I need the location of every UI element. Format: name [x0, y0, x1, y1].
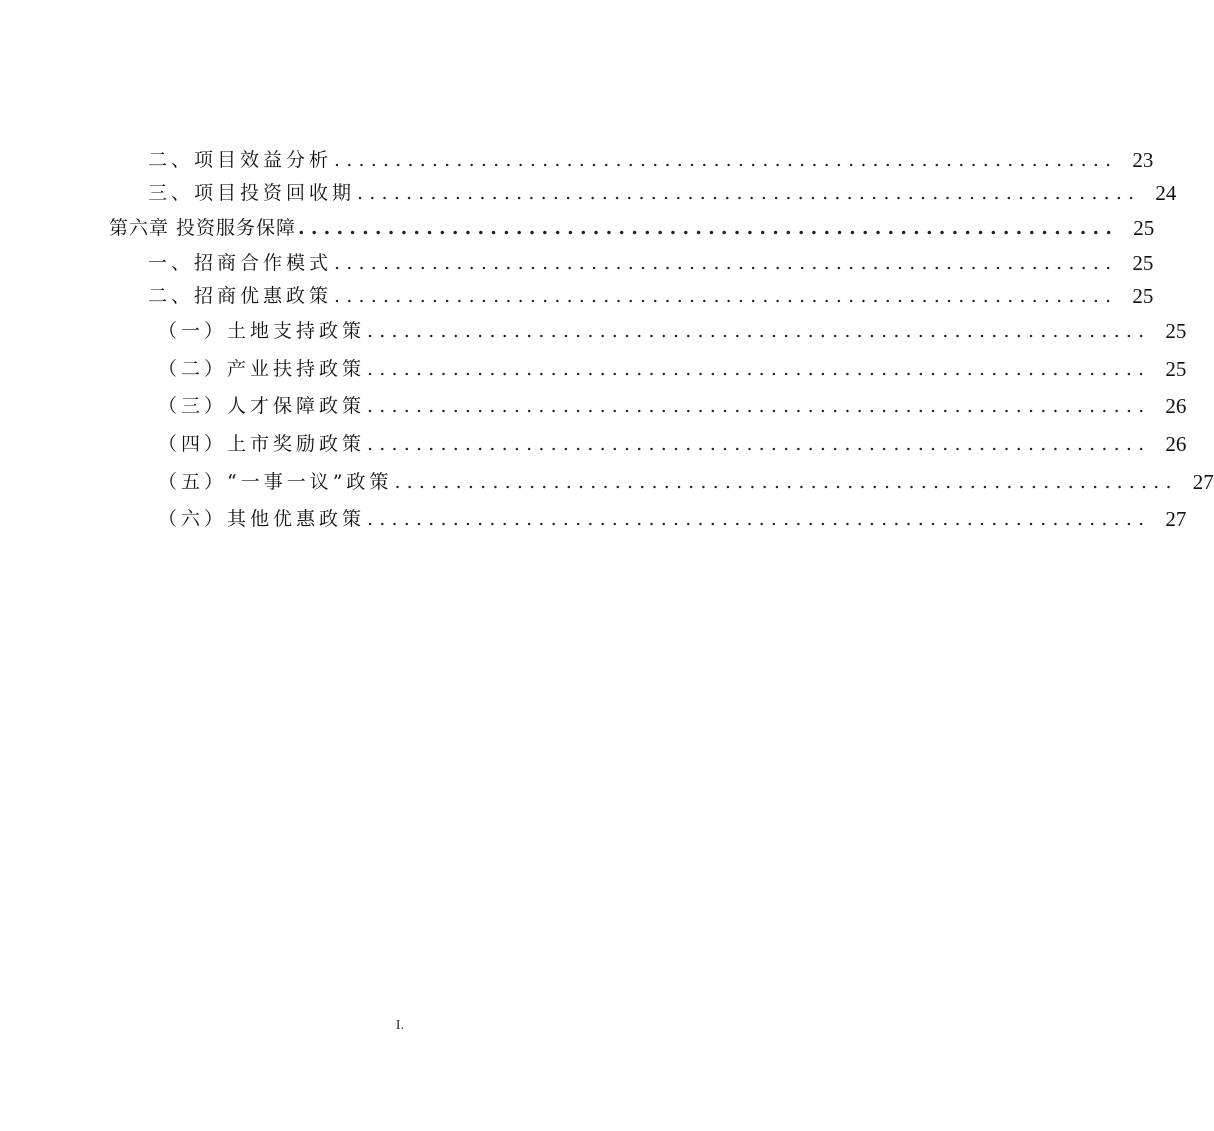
- toc-leader-dots: ................................................................: [357, 182, 1141, 204]
- toc-entry-page: 25: [1165, 319, 1187, 343]
- toc-entry-title: （五）“一事一议”政策: [158, 471, 393, 493]
- footer-page-number: I.: [395, 1018, 405, 1033]
- toc-chapter-title: 第六章 投资服务保障: [109, 217, 297, 239]
- toc-entry[interactable]: [158, 504, 1187, 534]
- toc-leader-dots: ................................................................: [298, 217, 1119, 239]
- toc-leader-dots: ................................................................: [394, 471, 1178, 493]
- toc-entry[interactable]: [158, 391, 1187, 421]
- toc-entry[interactable]: [148, 281, 1154, 311]
- toc-entry-page: 25: [1132, 251, 1154, 275]
- toc-leader-dots: ................................................................: [334, 149, 1118, 171]
- toc-entry-title: （四）上市奖励政策: [158, 433, 366, 455]
- toc-entry-title: （二）产业扶持政策: [158, 358, 366, 380]
- toc-entry[interactable]: [148, 178, 1177, 208]
- toc-entry-page: 25: [1165, 357, 1187, 381]
- toc-leader-dots: ................................................................: [334, 252, 1118, 274]
- toc-entry-page: 25: [1132, 284, 1154, 308]
- toc-leader-dots: ................................................................: [367, 508, 1151, 530]
- toc-leader-dots: ................................................................: [367, 395, 1151, 417]
- toc-entry-title: 二、项目效益分析: [148, 149, 333, 171]
- toc-entry-page: 27: [1165, 507, 1187, 531]
- toc-entry-title: 一、招商合作模式: [148, 252, 333, 274]
- toc-entry[interactable]: [158, 316, 1187, 346]
- toc-entry-title: （三）人才保障政策: [158, 395, 366, 417]
- toc-entry-title: 二、招商优惠政策: [148, 285, 333, 307]
- toc-leader-dots: ................................................................: [367, 320, 1151, 342]
- toc-leader-dots: ................................................................: [367, 433, 1151, 455]
- toc-entry-page: 24: [1155, 181, 1177, 205]
- toc-entry-page: 26: [1165, 394, 1187, 418]
- toc-entry[interactable]: [148, 145, 1154, 175]
- toc-entry-title: （一）土地支持政策: [158, 320, 366, 342]
- toc-entry[interactable]: [158, 354, 1187, 384]
- toc-chapter-entry[interactable]: [109, 213, 1155, 243]
- toc-leader-dots: ................................................................: [334, 285, 1118, 307]
- toc-entry-page: 25: [1133, 216, 1155, 240]
- toc-entry[interactable]: [158, 429, 1187, 459]
- toc-entry-title: 三、项目投资回收期: [148, 182, 356, 204]
- toc-entry-page: 23: [1132, 148, 1154, 172]
- toc-entry-page: 27: [1192, 470, 1214, 494]
- toc-entry[interactable]: [158, 467, 1214, 497]
- toc-entry-page: 26: [1165, 432, 1187, 456]
- toc-leader-dots: ................................................................: [367, 358, 1151, 380]
- toc-entry-title: （六）其他优惠政策: [158, 508, 366, 530]
- toc-entry[interactable]: [148, 248, 1154, 278]
